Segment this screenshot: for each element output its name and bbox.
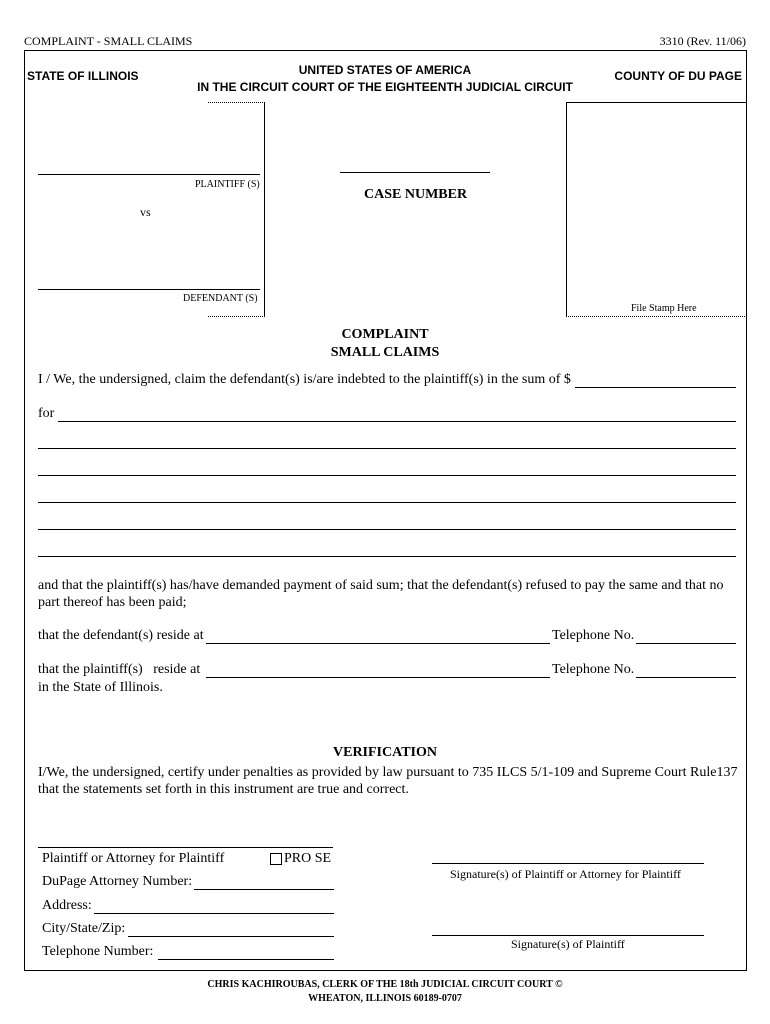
plaintiff-attorney-label: Plaintiff or Attorney for Plaintiff (42, 851, 225, 866)
plaintiff-telephone-field[interactable] (636, 663, 736, 678)
form-number: 3310 (Rev. 11/06) (659, 34, 746, 48)
address-label: Address: (42, 898, 92, 913)
pro-se-checkbox[interactable] (270, 853, 282, 865)
plaintiff-reside-label: that the plaintiff(s) reside at (38, 662, 201, 677)
defendant-telephone-field[interactable] (636, 629, 736, 644)
claim-amount-field[interactable] (575, 373, 736, 388)
plaintiff-telephone-label: Telephone No. (552, 662, 635, 677)
telephone-number-field[interactable] (158, 945, 334, 960)
plaintiff-address-field[interactable] (206, 663, 550, 678)
signature-plaintiff-attorney-label: Signature(s) of Plaintiff or Attorney for Plaintiff (450, 867, 681, 881)
signature-plaintiff-label: Signature(s) of Plaintiff (511, 937, 625, 951)
county-label: COUNTY OF DU PAGE (614, 69, 742, 83)
circuit-label: IN THE CIRCUIT COURT OF THE EIGHTEENTH JUDICIAL CIRCUIT (197, 80, 573, 94)
claim-sentence: I / We, the undersigned, claim the defendant(s) is/are indebted to the plaintiff(s) in the sum of $ (38, 372, 571, 387)
signature-plaintiff-attorney-field[interactable] (432, 849, 704, 864)
defendant-name-field[interactable] (38, 275, 260, 290)
attorney-number-label: DuPage Attorney Number: (42, 874, 193, 889)
footer-clerk: CHRIS KACHIROUBAS, CLERK OF THE 18th JUDICIAL CIRCUIT COURT © (207, 979, 563, 990)
case-number-field[interactable] (340, 158, 490, 173)
claim-reason-line-1[interactable] (58, 407, 736, 422)
plaintiff-label: PLAINTIFF (S) (195, 179, 260, 190)
for-label: for (38, 406, 55, 421)
defendant-dotline (38, 289, 260, 290)
caption-top-dotline (208, 102, 265, 103)
verification-text: I/We, the undersigned, certify under penalties as provided by law pursuant to 735 ILCS 5/1-109 and Supreme Court Rule137 that the statements set forth in this instrument are true and correct. (38, 765, 738, 797)
file-stamp-dotline (566, 316, 747, 317)
defendant-telephone-label: Telephone No. (552, 628, 635, 643)
attorney-number-field[interactable] (194, 875, 334, 890)
claim-reason-line-3[interactable] (38, 461, 736, 476)
file-stamp-box (566, 102, 747, 316)
claim-reason-line-6[interactable] (38, 542, 736, 557)
complaint-subtitle: SMALL CLAIMS (330, 345, 440, 360)
claim-reason-line-5[interactable] (38, 515, 736, 530)
vs-label: vs (140, 205, 151, 219)
file-stamp-label: File Stamp Here (631, 303, 697, 314)
plaintiff-attorney-signature-field[interactable] (38, 833, 333, 848)
state-illinois-line: in the State of Illinois. (38, 680, 163, 695)
caption-right-border (264, 102, 265, 316)
country-label: UNITED STATES OF AMERICA (298, 63, 472, 77)
caption-bottom-dotline (208, 316, 265, 317)
state-label: STATE OF ILLINOIS (27, 69, 139, 83)
footer-address: WHEATON, ILLINOIS 60189-0707 (308, 993, 462, 1004)
defendant-reside-label: that the defendant(s) reside at (38, 628, 204, 643)
claim-reason-line-4[interactable] (38, 488, 736, 503)
form-title: COMPLAINT - SMALL CLAIMS (24, 34, 193, 48)
city-state-zip-field[interactable] (128, 922, 334, 937)
verification-heading: VERIFICATION (333, 745, 437, 760)
complaint-title: COMPLAINT (341, 327, 429, 342)
defendant-address-field[interactable] (206, 629, 550, 644)
case-number-label: CASE NUMBER (364, 187, 468, 202)
claim-reason-line-2[interactable] (38, 434, 736, 449)
pro-se-label: PRO SE (284, 851, 332, 866)
address-field[interactable] (94, 899, 334, 914)
demand-paragraph: and that the plaintiff(s) has/have demanded payment of said sum; that the defendant(s) refused to pay the same and that no part thereof has been paid; (38, 578, 724, 610)
defendant-label: DEFENDANT (S) (183, 293, 258, 304)
telephone-number-label: Telephone Number: (42, 944, 154, 959)
city-state-zip-label: City/State/Zip: (42, 921, 126, 936)
plaintiff-name-field[interactable] (38, 160, 260, 175)
signature-plaintiff-field[interactable] (432, 921, 704, 936)
